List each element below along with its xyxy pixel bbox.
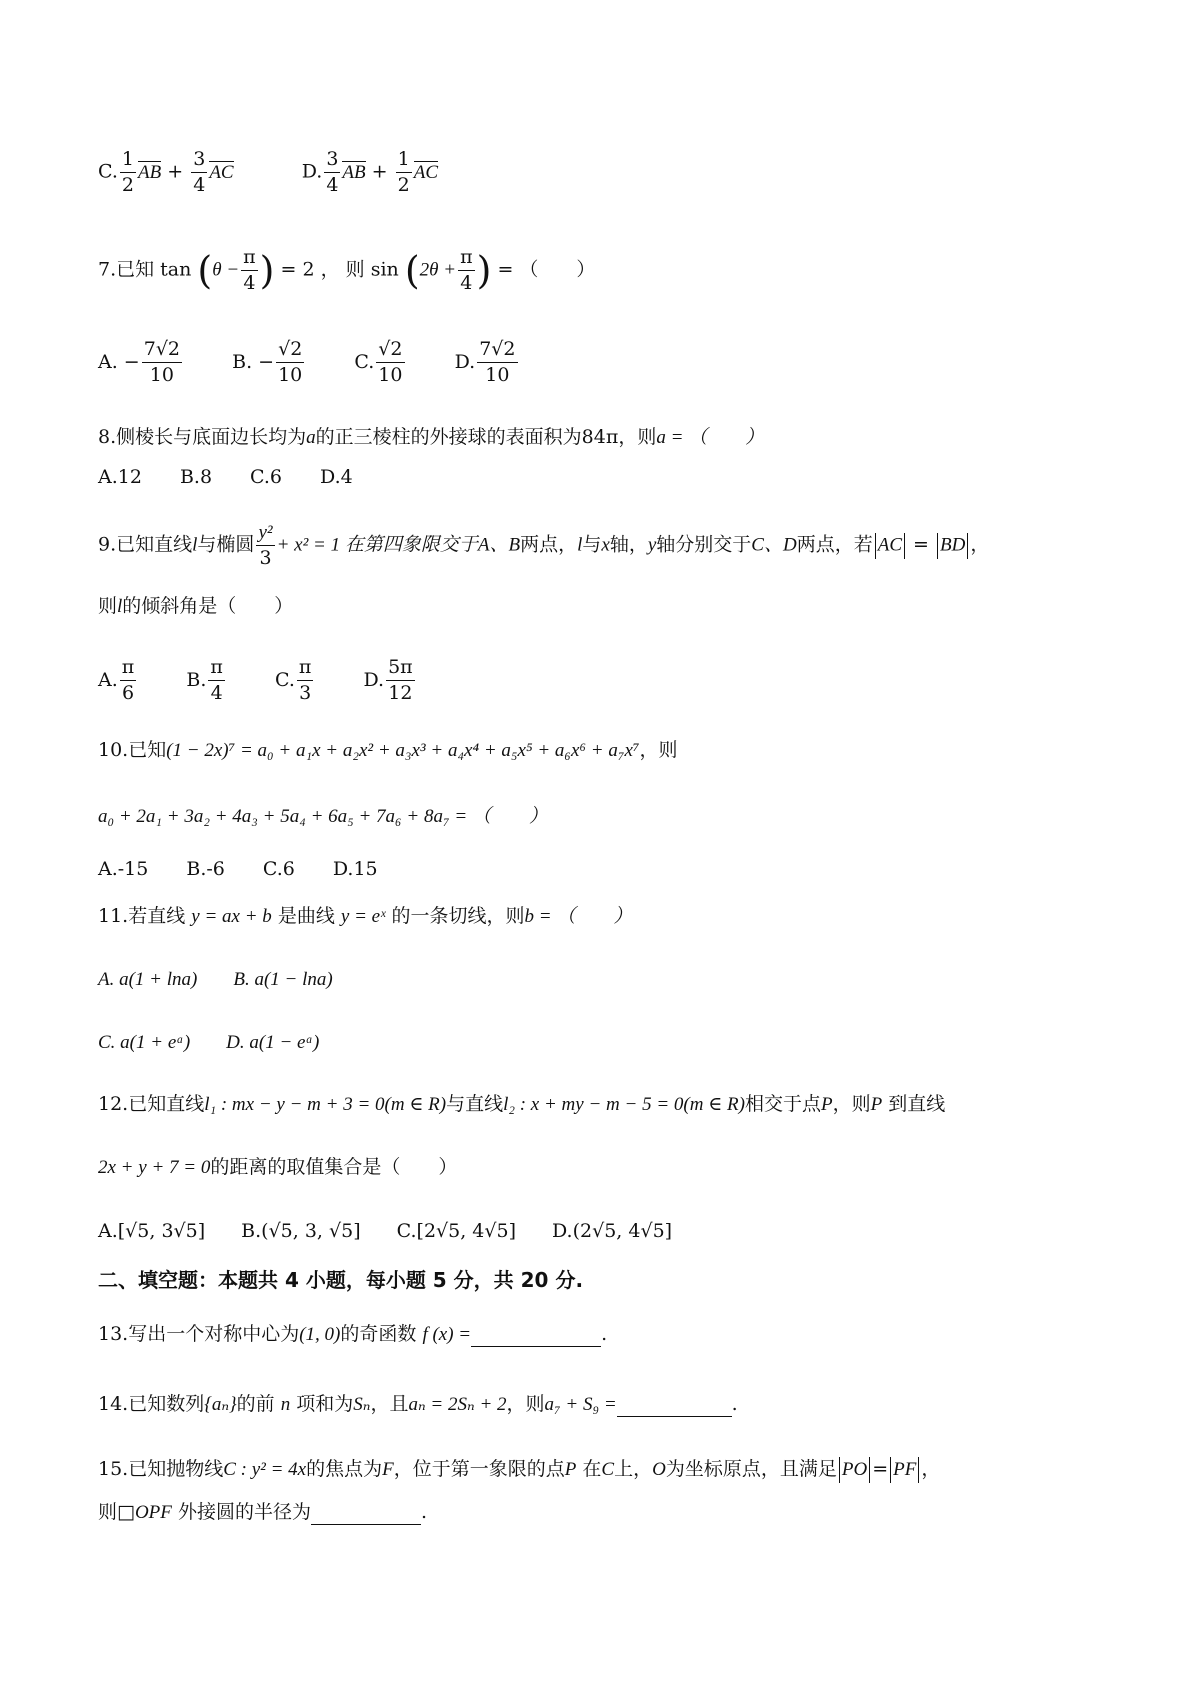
q15-answer-blank[interactable]	[311, 1505, 421, 1525]
q6-d-vec-ac: AC	[413, 161, 439, 183]
q15-question: 15.已知抛物线C : y² = 4x的焦点为F，位于第一象限的点P 在C上，O为坐标原点，且满足 PO = PF ，	[98, 1457, 940, 1483]
q11-question: 11.若直线 y = ax + b 是曲线 y = eˣ 的一条切线，则b = （ ）	[98, 905, 633, 927]
q9-option-b: B. $\frac{\pi}{4}$	[186, 656, 223, 704]
q7-option-b: B. − $\frac{√2}{10}$	[232, 338, 303, 386]
q12-option-d: D.(2√5, 4√5]	[552, 1220, 673, 1242]
q6-c-vec-ac: AC	[209, 161, 234, 183]
q12-options	[98, 1222, 672, 1241]
q11-option-d: D. a(1 − eᵃ)	[226, 1032, 320, 1053]
q6-option-d-label: D.	[301, 160, 323, 183]
q10-options: A.-15 B.-6 C.6 D.15	[98, 858, 378, 880]
q6-d-frac1: $\frac{3}{4}$	[326, 148, 339, 196]
q11-options-row2	[98, 1033, 319, 1052]
q7-option-a: A. − $\frac{7√2}{10}$	[98, 338, 181, 386]
q13-question: 13.写出一个对称中心为(1, 0)的奇函数 f (x) = .	[98, 1323, 608, 1345]
q11-option-b: B. a(1 − lna)	[233, 969, 333, 990]
q8-question: 8.侧棱长与底面边长均为a的正三棱柱的外接球的表面积为84π，则a = （ ）	[98, 426, 765, 448]
q15-question-line2: 则□OPF 外接圆的半径为 .	[98, 1501, 427, 1523]
q11-option-a: A. a(1 + lna)	[98, 969, 198, 990]
q9-option-d: D. $\frac{5\pi}{12}$	[363, 656, 413, 704]
q9-options	[98, 658, 417, 703]
q12-question: 12.已知直线l₁ : mx − y − m + 3 = 0(m ∈ R)与直线l₂ : x + my − m − 5 = 0(m ∈ R)相交于点P，则P 到直线	[98, 1093, 946, 1115]
q7-options	[98, 340, 520, 385]
q9-option-c: C. $\frac{\pi}{3}$	[274, 656, 312, 704]
q6-c-frac1: $\frac{1}{2}$	[121, 148, 134, 196]
q11-options-row1	[98, 970, 333, 989]
q6-d-vec-ab: AB	[342, 161, 366, 183]
q7-question: 7.已知 tan (θ − $\frac{\pi}{4}$ ) = 2 ， 则 sin (2θ + $\frac{\pi}{4}$ ) = （ ）	[98, 246, 596, 294]
q6-c-frac2: $\frac{3}{4}$	[193, 148, 206, 196]
q6-option-c-label: C.	[98, 160, 118, 183]
q11-option-c: C. a(1 + eᵃ)	[98, 1032, 191, 1053]
q9-option-a: A. $\frac{\pi}{6}$	[98, 656, 135, 704]
q7-option-d: D. $\frac{7√2}{10}$	[454, 338, 516, 386]
q6-options-row: C. $\frac{1}{2}$ AB + $\frac{3}{4}$ AC D. $\frac{3}{4}$ AB + $\frac{1}{2}$ AC	[98, 148, 439, 196]
q13-answer-blank[interactable]	[471, 1327, 601, 1347]
q9-question: 9.已知直线l与椭圆 $\frac{\text{y²}}{3}$ + x² = 1 在第四象限交于A、B两点，l与x轴，y轴分别交于C、D两点，若 AC = BD ，	[98, 522, 990, 569]
q7-option-c: C. $\frac{√2}{10}$	[354, 338, 403, 386]
q12-option-c: C.[2√5, 4√5]	[396, 1220, 516, 1242]
q10-question: 10.已知(1 − 2x)⁷ = a₀ + a₁x + a₂x² + a₃x³ + a₄x⁴ + a₅x⁵ + a₆x⁶ + a₇x⁷，则	[98, 739, 678, 761]
section-heading: 二、填空题：本题共 4 小题，每小题 5 分，共 20 分.	[98, 1268, 584, 1292]
q14-answer-blank[interactable]	[617, 1397, 732, 1417]
q14-question: 14.已知数列{aₙ}的前 n 项和为Sₙ，且aₙ = 2Sₙ + 2，则a₇ + S₉ = .	[98, 1393, 738, 1415]
q6-c-vec-ab: AB	[138, 161, 162, 183]
q6-d-frac2: $\frac{1}{2}$	[397, 148, 410, 196]
q8-options: A.12 B.8 C.6 D.4	[98, 466, 353, 488]
q12-question-line2: 2x + y + 7 = 0的距离的取值集合是（ ）	[98, 1156, 458, 1178]
q12-option-b: B.(√5, 3, √5]	[241, 1220, 361, 1242]
q10-expression: a₀ + 2a₁ + 3a₂ + 4a₃ + 5a₄ + 6a₅ + 7a₆ + 8a₇ = （ ）	[98, 806, 548, 827]
q12-option-a: A.[√5, 3√5]	[98, 1220, 206, 1242]
q9-question-line2: 则l的倾斜角是（ ）	[98, 595, 294, 617]
